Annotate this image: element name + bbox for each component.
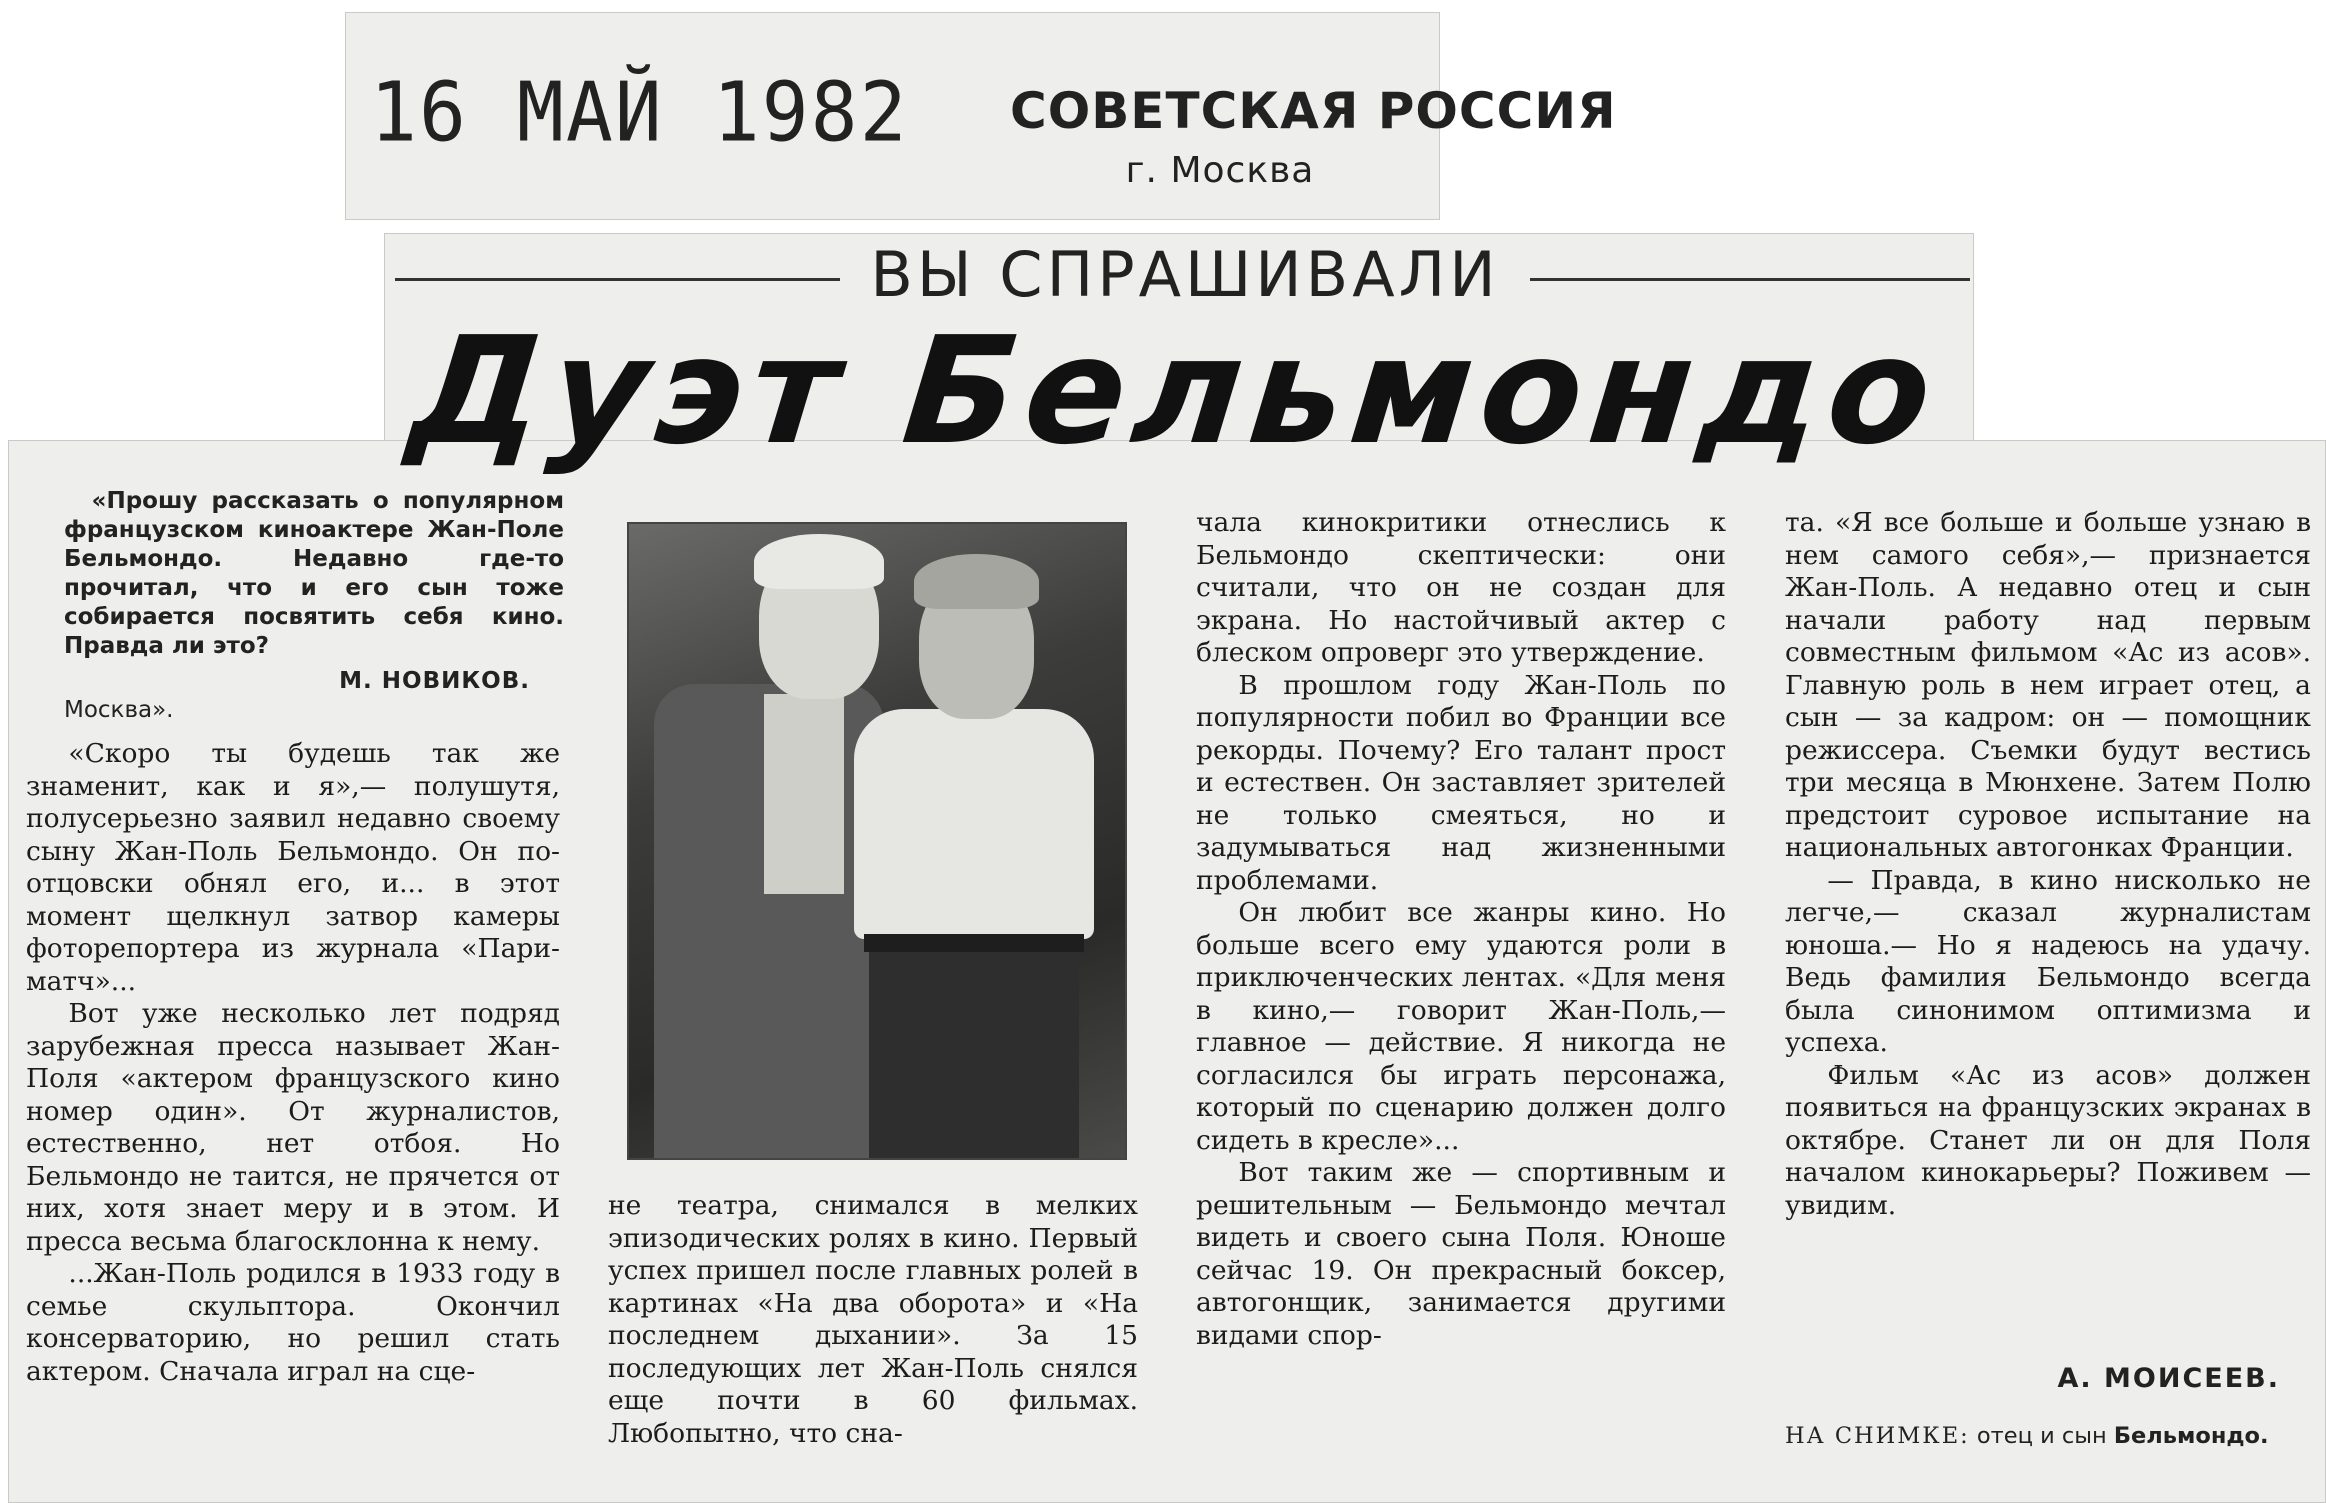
- stamp-date: 16 МАЙ 1982: [370, 65, 909, 161]
- photo-shirt-father: [764, 694, 844, 894]
- rubric-title: ВЫ СПРАШИВАЛИ: [870, 238, 1500, 311]
- paragraph: чала кинокритики отнеслись к Бельмондо скептически: они считали, что он не создан для экрана. Но настойчивый актер с блеском опроверг это утверждение.: [1196, 507, 1726, 668]
- article-column-1: [26, 738, 560, 1388]
- letter-author: М. НОВИКОВ.: [339, 668, 530, 694]
- photo-hair-son: [914, 554, 1039, 609]
- photo-hair-father: [754, 534, 884, 589]
- article-column-3: [1196, 507, 1726, 1352]
- paragraph: Он любит все жанры кино. Но больше всего ему удаются роли в приключенческих лентах. «Для меня в кино,— говорит Жан-Поль,— главное — действие. Я никогда не согласился бы играть персонажа, который по сценарию должен долго сидеть в кресле»...: [1196, 897, 1726, 1156]
- article-column-2: [608, 1190, 1138, 1450]
- stamp-city: г. Москва: [1125, 150, 1315, 191]
- article-photo-father-and-son: [627, 522, 1127, 1160]
- letter-city: Москва».: [64, 697, 174, 723]
- rubric-divider-left: [395, 278, 840, 281]
- paragraph: ...Жан-Поль родился в 1933 году в семье скульптора. Окончил консерваторию, но решил стать актером. Сначала играл на сце-: [26, 1258, 560, 1387]
- paragraph: «Скоро ты будешь так же знаменит, как и я»,— полушутя, полусерьезно заявил недавно своему сыну Жан-Поль Бельмондо. Он по-отцовски обнял его, и... в этот момент щелкнул затвор камеры фоторепортера из журнала «Пари-матч»...: [26, 738, 560, 997]
- photo-figure-son: [854, 709, 1094, 939]
- photo-legs-son: [869, 952, 1079, 1158]
- article-headline: Дуэт Бельмондо: [402, 305, 1948, 477]
- reader-letter-text: «Прошу рассказать о популярном французском киноактере Жан-Поле Бельмондо. Недавно где-то прочитал, что и его сын тоже собирается посвятить себя кино. Правда ли это?: [64, 488, 564, 659]
- stamp-newspaper-name: СОВЕТСКАЯ РОССИЯ: [1010, 82, 1617, 140]
- paragraph: — Правда, в кино нисколько не легче,— сказал журналистам юноша.— Но я надеюсь на удачу. Ведь фамилия Бельмондо всегда была синонимом оптимизма и успеха.: [1785, 864, 2311, 1058]
- paragraph: Вот таким же — спортивным и решительным — Бельмондо мечтал видеть и своего сына Поля. Юноше сейчас 19. Он прекрасный боксер, автогонщик, занимается другими видами спор-: [1196, 1157, 1726, 1351]
- article-column-4: [1785, 507, 2311, 1222]
- paragraph: В прошлом году Жан-Поль по популярности побил во Франции все рекорды. Почему? Его талант прост и естествен. Он заставляет зрителей не только смеяться, но и задумываться над жизненными проблемами.: [1196, 669, 1726, 896]
- caption-label: НА СНИМКЕ:: [1785, 1423, 1970, 1449]
- paragraph: Фильм «Ас из асов» должен появиться на французских экранах в октябре. Станет ли он для Поля началом кинокарьеры? Поживем — увидим.: [1785, 1059, 2311, 1221]
- caption-text: отец и сын: [1976, 1423, 2107, 1449]
- caption-names: Бельмондо.: [2113, 1423, 2269, 1449]
- photo-caption: [1785, 1422, 2311, 1451]
- rubric-divider-right: [1530, 278, 1970, 281]
- article-signature: А. МОИСЕЕВ.: [2057, 1363, 2280, 1394]
- paragraph: Вот уже несколько лет подряд зарубежная пресса называет Жан-Поля «актером французского кино номер один». От журналистов, естественно, нет отбоя. Но Бельмондо не таится, не прячется от них, хотя знает меру и в этом. И пресса весьма благосклонна к нему.: [26, 998, 560, 1257]
- paragraph: та. «Я все больше и больше узнаю в нем самого себя»,— признается Жан-Поль. А недавно отец и сын начали работу над первым совместным фильмом «Ас из асов». Главную роль в нем играет отец, а сын — за кадром: он — помощник режиссера. Съемки будут вестись три месяца в Мюнхене. Затем Полю предстоит суровое испытание на национальных автогонках Франции.: [1785, 507, 2311, 863]
- reader-letter: [64, 487, 564, 661]
- paragraph: не театра, снимался в мелких эпизодических ролях в кино. Первый успех пришел после главных ролей в картинах «На два оборота» и «На последнем дыхании». За 15 последующих лет Жан-Поль снялся еще почти в 60 фильмах. Любопытно, что сна-: [608, 1190, 1138, 1449]
- photo-belt-son: [864, 934, 1084, 952]
